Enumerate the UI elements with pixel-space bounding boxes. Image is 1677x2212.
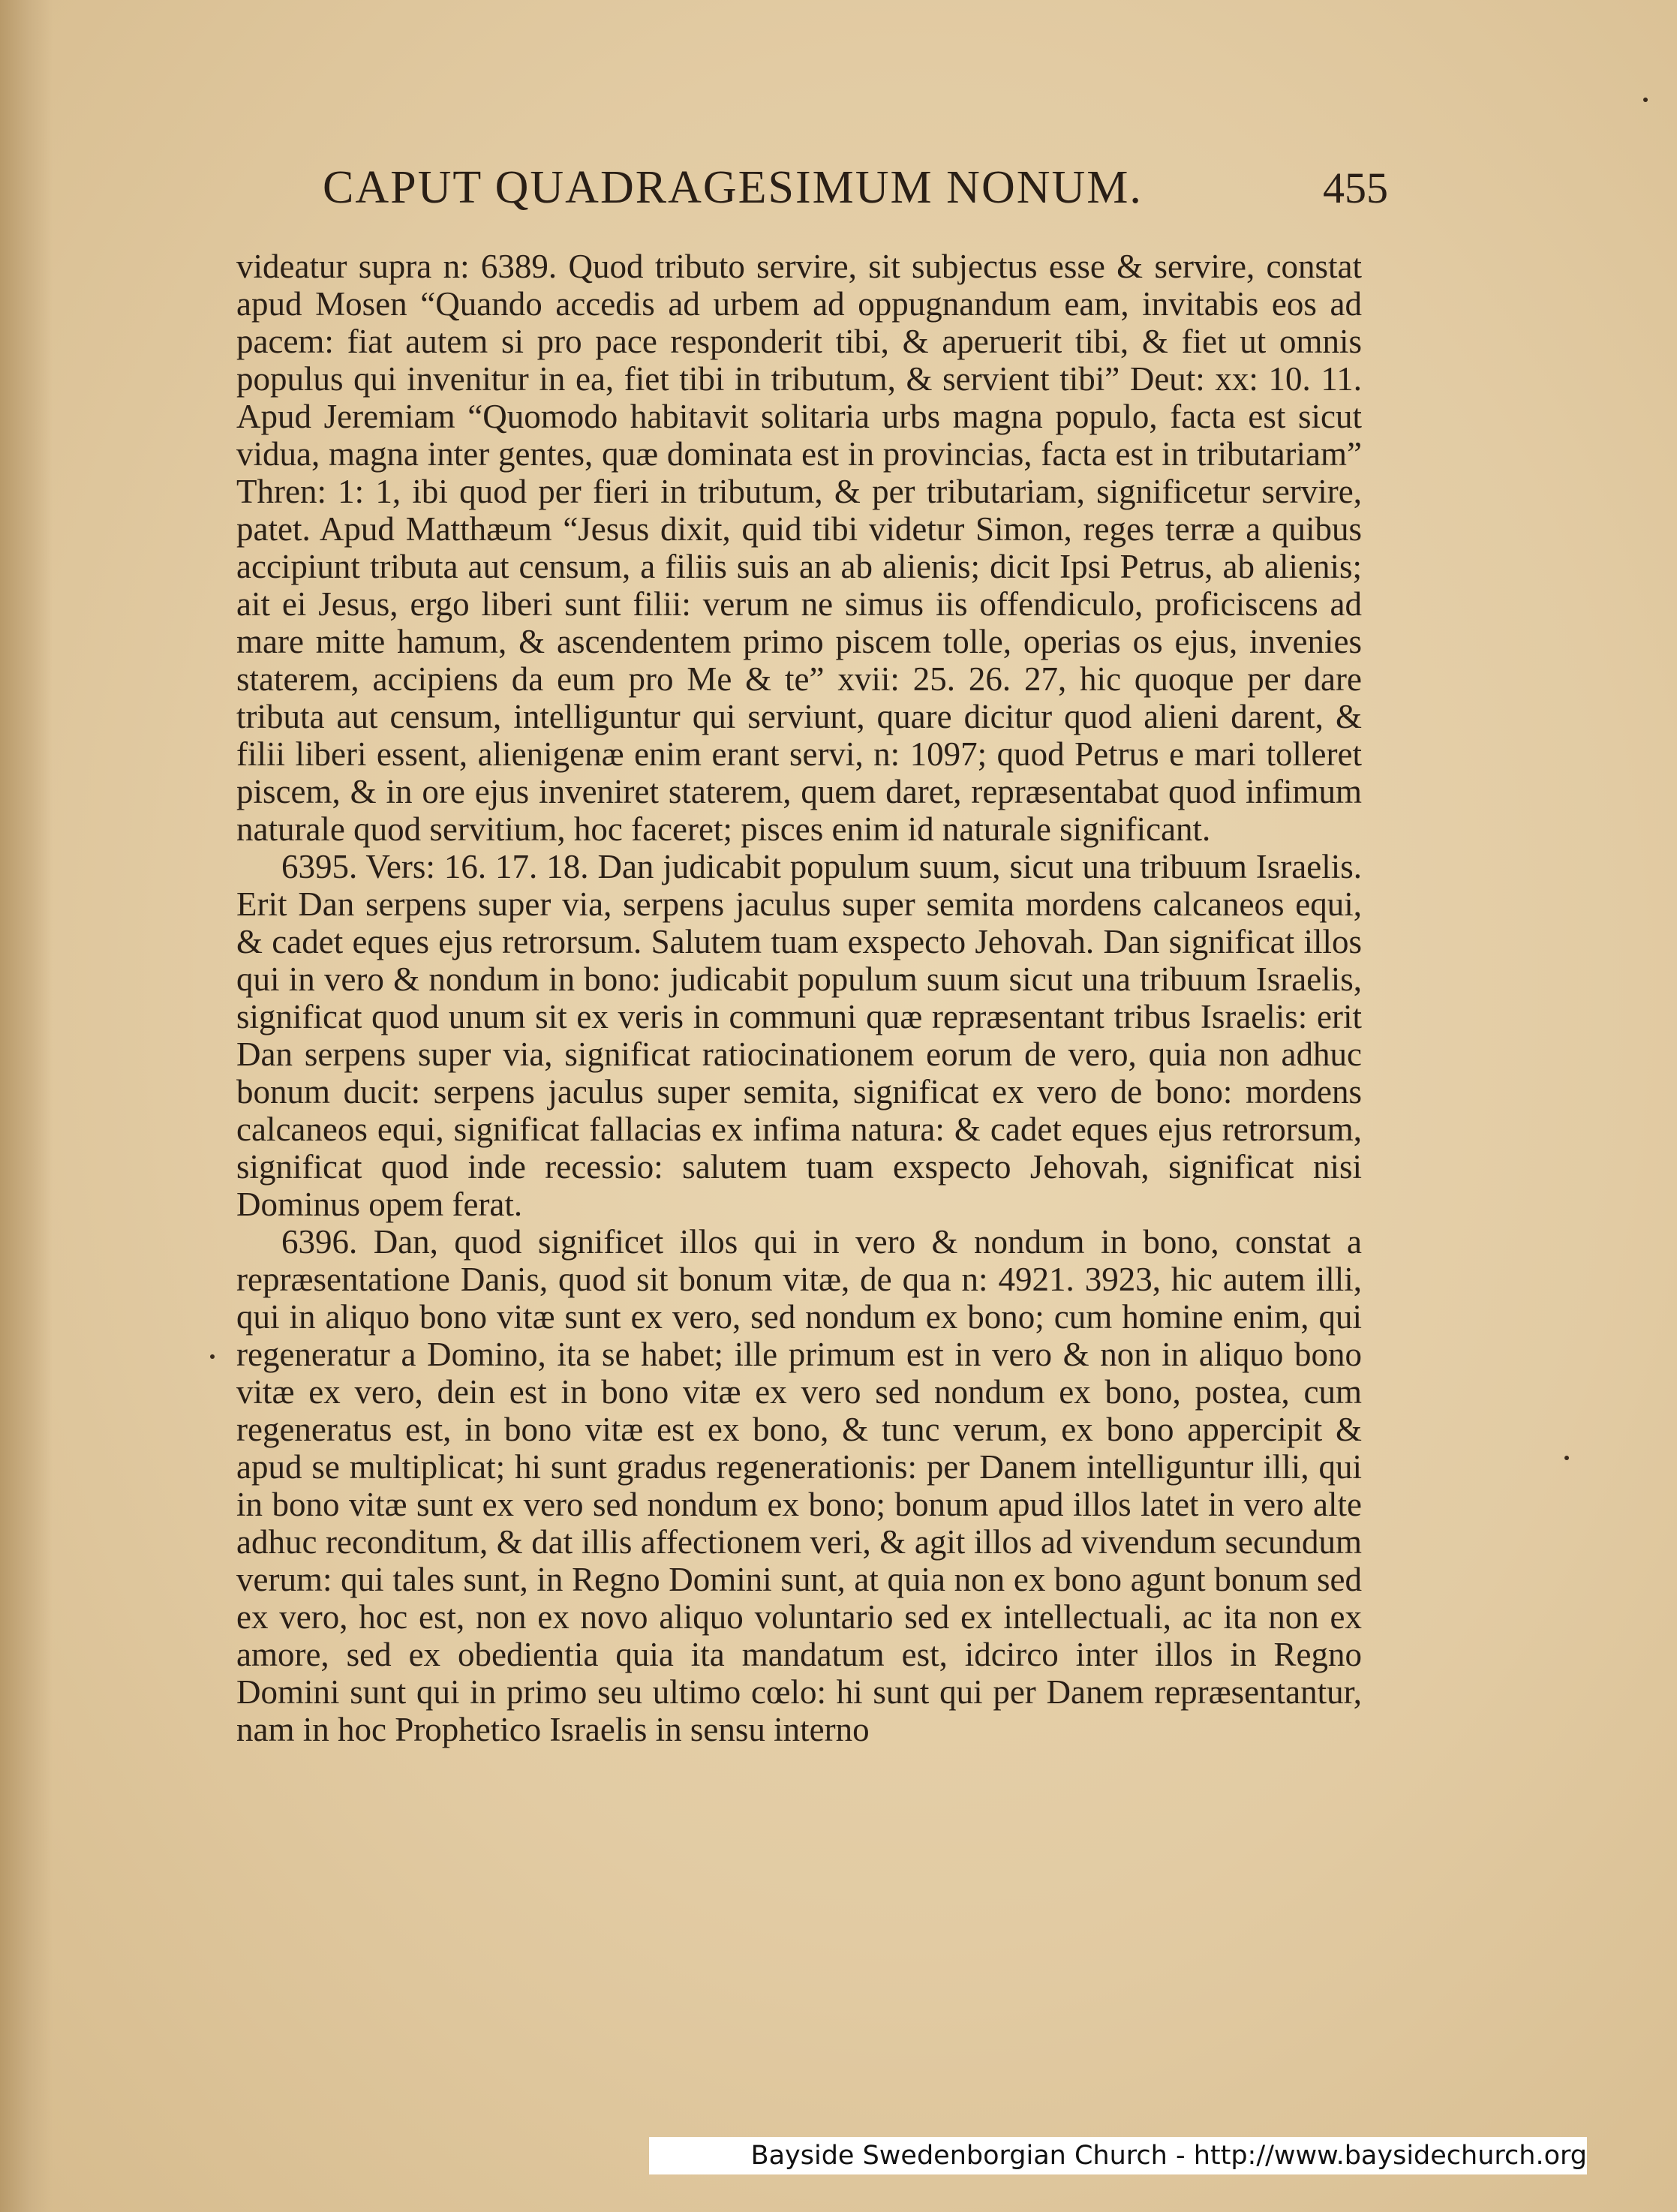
page-body [236, 248, 1362, 1951]
running-header [323, 161, 1388, 244]
ink-speck [1643, 98, 1648, 102]
paragraph-6396: 6396. Dan, quod significet illos qui in vero & nondum in bono, constat a repræsentatione Danis, quod sit bonum vitæ, de qua n: 4921. 3923, hic autem illi, qui in aliquo bono vitæ sunt ex vero, sed nondum ex bono; cum homine enim, qui regeneratur a Domino, ita se habet; ille primum est in vero & non in aliquo bono vitæ ex vero, dein est in bono vitæ ex vero sed nondum ex bono, postea, cum regeneratus est, in bono vitæ est ex bono, & tunc verum, ex bono appercipit & apud se multiplicat; hi sunt gradus regenerationis: per Danem intelliguntur illi, qui in bono vitæ sunt ex vero sed nondum ex bono; bonum apud illos latet in vero alte adhuc reconditum, & dat illis affectionem veri, & agit illos ad vivendum secundum verum: qui tales sunt, in Regno Domini sunt, at quia non ex bono agunt bonum sed ex vero, hoc est, non ex novo aliquo voluntario sed ex intellectuali, ac ita non ex amore, sed ex obedientia quia ita mandatum est, idcirco inter illos in Regno Domini sunt qui in primo seu ultimo cœlo: hi sunt qui per Danem repræsentantur, nam in hoc Prophetico Israelis in sensu interno [236, 1223, 1362, 1748]
page-gutter-shadow [0, 0, 53, 2212]
ink-speck [210, 1354, 215, 1359]
ink-speck [1564, 1456, 1569, 1460]
paragraph-continuation: videatur supra n: 6389. Quod tributo servire, sit subjectus esse & servire, constat apud Mosen “Quando accedis ad urbem ad oppugnandum eam, invitabis eos ad pacem: fiat autem si pro pace responderit tibi, & aperuerit tibi, & fiet ut omnis populus qui invenitur in ea, fiet tibi in tributum, & servient tibi” Deut: xx: 10. 11. Apud Jeremiam “Quomodo habitavit solitaria urbs magna populo, facta est sicut vidua, magna inter gentes, quæ dominata est in provincias, facta est in tributariam” Thren: 1: 1, ibi quod per fieri in tributum, & per tributariam, significetur servire, patet. Apud Matthæum “Jesus dixit, quid tibi videtur Simon, reges terræ a quibus accipiunt tributa aut censum, a filiis suis an ab alienis; dicit Ipsi Petrus, ab alienis; ait ei Jesus, ergo liberi sunt filii: verum ne simus iis offendiculo, proficiscens ad mare mitte hamum, & ascendentem primo piscem tolle, operias os ejus, invenies staterem, accipiens da eum pro Me & te” xvii: 25. 26. 27, hic quoque per dare tributa aut censum, intelliguntur qui serviunt, quare dicitur quod alieni darent, & filii liberi essent, alienigenæ enim erant servi, n: 1097; quod Petrus e mari tolleret piscem, & in ore ejus inveniret staterem, quem daret, repræsentabat quod infimum naturale quod servitium, hoc faceret; pisces enim id naturale significant. [236, 248, 1362, 848]
page-number: 455 [1323, 164, 1388, 212]
chapter-title: CAPUT QUADRAGESIMUM NONUM. [323, 162, 1143, 213]
paragraph-6395: 6395. Vers: 16. 17. 18. Dan judicabit populum suum, sicut una tribuum Israelis. Erit Dan serpens super via, serpens jaculus super semita mordens calcaneos equi, & cadet eques ejus retrorsum. Salutem tuam exspecto Jehovah. Dan significat illos qui in vero & nondum in bono: judicabit populum suum sicut una tribuum Israelis, significat quod unum sit ex veris in communi quæ repræsentant tribus Israelis: erit Dan serpens super via, significat ratiocinationem eorum de vero, quia non adhuc bonum ducit: serpens jaculus super semita, significat ex vero de bono: mordens calcaneos equi, significat fallacias ex infima natura: & cadet eques ejus retrorsum, significat quod inde recessio: salutem tuam exspecto Jehovah, significat nisi Dominus opem ferat. [236, 848, 1362, 1223]
footer-caption: Bayside Swedenborgian Church - http://www.baysidechurch.org [649, 2137, 1587, 2174]
